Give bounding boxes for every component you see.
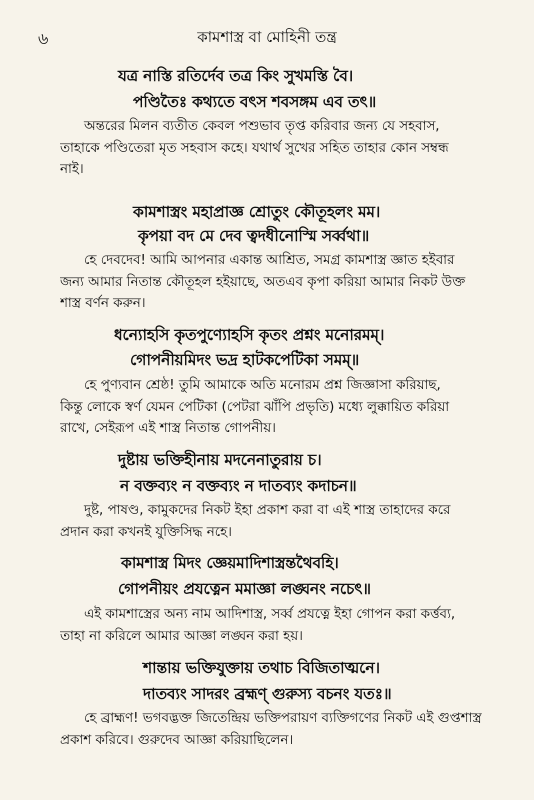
translation-paragraph [60,375,515,440]
paragraph-line: হে দেবদেব! আমি আপনার একান্ত আশ্রিত, সমগ্র কামশাস্ত্র জ্ঞাত হইবার [84,253,455,268]
paragraph-line: তাহাকে পণ্ডিতেরা মৃত সহবাস কহে। যথার্থ সুখের সহিত তাহার কোন সম্বন্ধ [60,140,449,156]
paragraph-line: প্রকাশ করিবে। গুরুদেব আজ্ঞা করিয়াছিলেন। [60,732,294,748]
verse-line: গোপনীয়মিদং ভদ্র হাটকপেটিকা সমম্॥ [130,350,360,369]
paragraph-line: হে ব্রাহ্মণ! ভগবদ্ভক্ত জিতেন্দ্রিয় ভক্তিপরায়ণ ব্যক্তিগণের নিকট এই গুপ্তশাস্ত্র [84,711,482,726]
page-header [0,22,534,52]
translation-paragraph [60,500,515,543]
verse-line: কামশাস্ত্রং মহাপ্রাজ্ঞ শ্রোতুং কৌতূহলং মম। [133,202,381,221]
paragraph-line: নাই। [60,162,84,177]
paragraph-line: কিন্তু লোকে স্বর্ণ যেমন পেটিকা (পেটরা ঝাঁপি প্রভৃতি) মধ্যে লুক্কায়িত করিয়া [60,399,450,415]
verse-line: কামশাস্ত্র মিদং জ্ঞেয়মাদিশাস্ত্রম্তথৈবহি। [121,553,339,572]
verse-line: যত্র নাস্তি রতির্দেব তত্র কিং সুখমস্তি বৈ। [118,66,354,85]
paragraph-line: দুষ্ট, পাষণ্ড, কামুকদের নিকট ইহা প্রকাশ করা বা এই শাস্ত্র তাহাদের করে [84,503,451,518]
verse-line: ন বক্তব্যং ন বক্তব্যং ন দাতব্যং কদাচন॥ [120,476,357,495]
paragraph-line: প্রদান করা কখনই যুক্তিসিদ্ধ নহে। [60,524,232,540]
verse-line: কৃপয়া বদ মে দেব ত্বদধীনোস্মি সর্ব্বথা॥ [138,226,370,245]
paragraph-line: তাহা না করিলে আমার আজ্ঞা লঙ্ঘন করা হয়। [60,628,303,644]
translation-paragraph [60,604,515,647]
paragraph-line: হে পুণ্যবান শ্রেষ্ঠ! তুমি আমাকে অতি মনোরম প্রশ্ন জিজ্ঞাসা করিয়াছ, [84,378,441,393]
translation-paragraph [60,708,515,751]
verse-line: দুষ্টায় ভক্তিহীনায় মদনেনাতুরায় চ। [118,450,322,469]
paragraph-line: জন্য আমার নিতান্ত কৌতূহল হইয়াছে, অতএব কৃপা করিয়া আমার নিকট উক্ত [60,274,466,290]
translation-paragraph [60,116,515,181]
paragraph-line: অন্তরের মিলন ব্যতীত কেবল পশুভাব তৃপ্ত করিবার জন্য যে সহবাস, [84,119,440,134]
translation-paragraph [60,250,515,315]
paragraph-line: এই কামশাস্ত্রের অন্য নাম আদিশাস্ত্র, সর্ব্ব প্রযত্নে ইহা গোপন করা কর্ত্তব্য, [84,607,456,622]
running-title: কামশাস্ত্র বা মোহিনী তন্ত্র [197,28,337,46]
verse-line: পণ্ডিতৈঃ কথ্যতে বৎস শবসঙ্গম এব তৎ॥ [133,92,377,111]
paragraph-line: রাখে, সেইরূপ এই শাস্ত্র নিতান্ত গোপনীয়। [60,421,276,436]
verse-line: শান্তায় ভক্তিযুক্তায় তথাচ বিজিতাত্মনে। [143,658,380,677]
verse-line: দাতব্যং সাদরং ব্রহ্মণ্‌ গুরুস্য বচনং যতঃ॥ [143,684,392,703]
paragraph-line: শাস্ত্র বর্ণন করুন। [60,296,146,311]
page-number: ৬ [38,29,49,48]
verse-line: গোপনীয়ং প্রযত্নেন মমাজ্ঞা লঙ্ঘনং নচেৎ॥ [118,579,371,598]
verse-line: ধন্যোহসি কৃতপুণ্যোহসি কৃতং প্রশ্নং মনোরমম্। [114,325,385,344]
